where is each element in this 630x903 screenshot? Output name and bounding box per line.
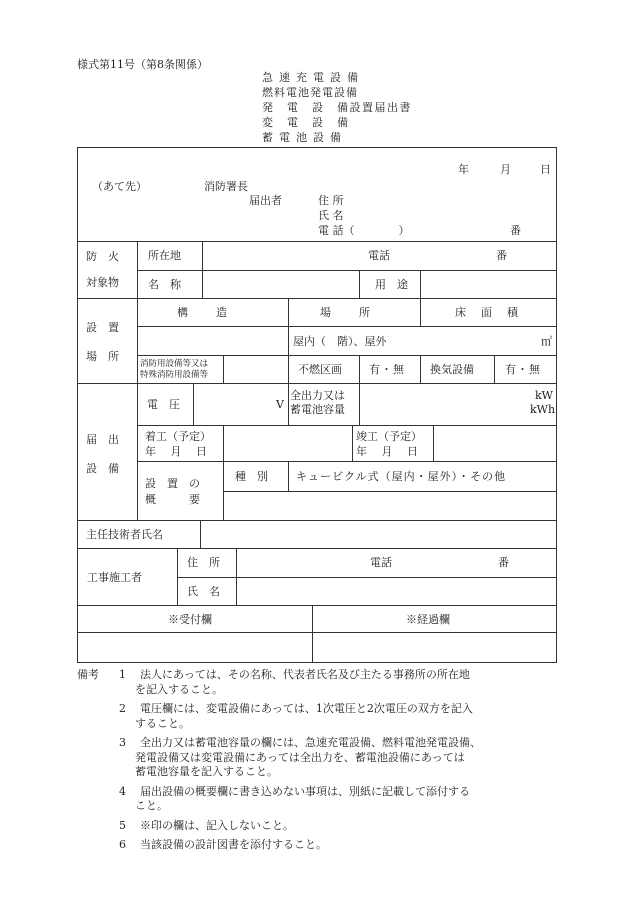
start-label-1: 着工（予定）: [145, 430, 211, 443]
note-text-line: 届出設備の概要欄に書き込めない事項は、別紙に記載して添付する: [140, 784, 470, 798]
contractor-phone-suffix: 番: [498, 556, 509, 569]
volt-unit: V: [276, 398, 284, 411]
completion-label-2: 年 月 日: [356, 445, 418, 458]
kw-unit: kW: [535, 389, 553, 402]
title-line-3: 発 電 設 備設置届出書: [262, 101, 412, 114]
note-number: 4: [119, 784, 126, 798]
note-text-line: 蓄電池容量を記入すること。: [135, 765, 278, 778]
structure-header: 構 造: [177, 306, 229, 319]
equipment-label-1: 届 出: [86, 433, 119, 446]
notifier-name-label: 氏 名: [318, 209, 344, 222]
fire-equipment-label-1: 消防用設備等又は: [140, 359, 209, 369]
fire-equipment-label-2: 特殊消防用設備等: [140, 370, 209, 380]
fire-object-label-2: 対象物: [86, 276, 119, 289]
title-line-2: 燃料電池発電設備: [262, 86, 358, 99]
addressee-label: （あて先）: [92, 180, 147, 193]
output-label-2: 蓄電池容量: [290, 403, 345, 416]
note-text-line: 全出力又は蓄電池容量の欄には、急速充電設備、燃料電池発電設備、: [140, 736, 481, 749]
notifier-address-label: 住 所: [318, 194, 344, 207]
equipment-label-2: 設 備: [86, 462, 119, 475]
form-number: 様式第11号（第8条関係）: [77, 58, 208, 71]
contractor-name-label: 氏 名: [187, 585, 220, 598]
ventilation-label: 換気設備: [430, 363, 474, 376]
note-text-line: 当該設備の設計図書を添付すること。: [140, 838, 327, 851]
note-number: 5: [119, 818, 126, 832]
floor-area-header: 床 面 積: [455, 306, 520, 319]
fire-object-label-1: 防 火: [86, 250, 119, 263]
fireproof-yes-no: 有・無: [369, 363, 405, 376]
title-line-1: 急速充電設備: [262, 71, 364, 84]
kwh-unit: kWh: [530, 403, 556, 416]
voltage-label: 電 圧: [147, 398, 180, 411]
note-text-line: を記入すること。: [135, 682, 223, 696]
note-number: 3: [119, 736, 126, 749]
note-text-line: 発電設備又は変電設備にあっては全出力を、蓄電池設備にあっては: [135, 750, 465, 764]
reception-header: ※受付欄: [168, 613, 212, 626]
overview-label-1: 設 置 の: [145, 477, 200, 490]
place-header: 場 所: [320, 306, 372, 319]
object-name-label: 名 称: [148, 278, 181, 291]
title-line-5: 蓄電池設備: [262, 131, 347, 144]
note-text-line: すること。: [135, 716, 190, 730]
note-text-line: 電圧欄には、変電設備にあっては、1次電圧と2次電圧の双方を記入: [140, 702, 473, 715]
date-month: 月: [500, 163, 511, 176]
contractor-phone-label: 電話: [370, 556, 392, 569]
ventilation-yes-no: 有・無: [505, 363, 541, 376]
start-label-2: 年 月 日: [145, 445, 207, 458]
note-number: 1: [119, 668, 126, 681]
notifier-label: 届出者: [249, 194, 282, 207]
fire-chief-label: 消防署長: [204, 180, 248, 193]
type-label: 種 別: [235, 470, 268, 483]
note-text-line: こと。: [135, 799, 168, 812]
date-year: 年: [458, 163, 469, 176]
title-line-4: 変 電 設 備: [262, 116, 350, 129]
notes-heading: 備考: [77, 668, 99, 681]
chief-engineer-label: 主任技術者氏名: [86, 528, 163, 541]
completion-label-1: 竣工（予定）: [356, 430, 422, 443]
notifier-phone-label: 電 話（ ）: [318, 224, 410, 237]
note-number: 6: [119, 838, 126, 851]
site-label-1: 設 置: [86, 321, 119, 334]
location-label: 所在地: [148, 249, 181, 262]
fire-object-phone-suffix: 番: [496, 249, 507, 262]
fire-object-phone-label: 電話: [368, 249, 390, 262]
note-text-line: ※印の欄は、記入しないこと。: [140, 818, 294, 832]
cubicle-type-options: キュービクル式（屋内・屋外）・その他: [296, 470, 507, 483]
note-number: 2: [119, 702, 126, 715]
indoor-outdoor-label: 屋内（ 階）、屋外: [293, 335, 387, 348]
use-label: 用 途: [375, 278, 408, 291]
overview-label-2: 概 要: [145, 493, 200, 506]
output-label-1: 全出力又は: [290, 389, 345, 402]
progress-header: ※経過欄: [406, 613, 450, 626]
contractor-label: 工事施工者: [87, 571, 142, 584]
site-label-2: 場 所: [86, 350, 119, 363]
notifier-phone-suffix: 番: [510, 224, 521, 237]
contractor-address-label: 住 所: [187, 556, 220, 569]
date-day: 日: [540, 163, 551, 176]
sqm-unit: ㎡: [541, 335, 552, 348]
note-text-line: 法人にあっては、その名称、代表者氏名及び主たる事務所の所在地: [140, 668, 470, 681]
fireproof-section-label: 不燃区画: [298, 363, 342, 376]
